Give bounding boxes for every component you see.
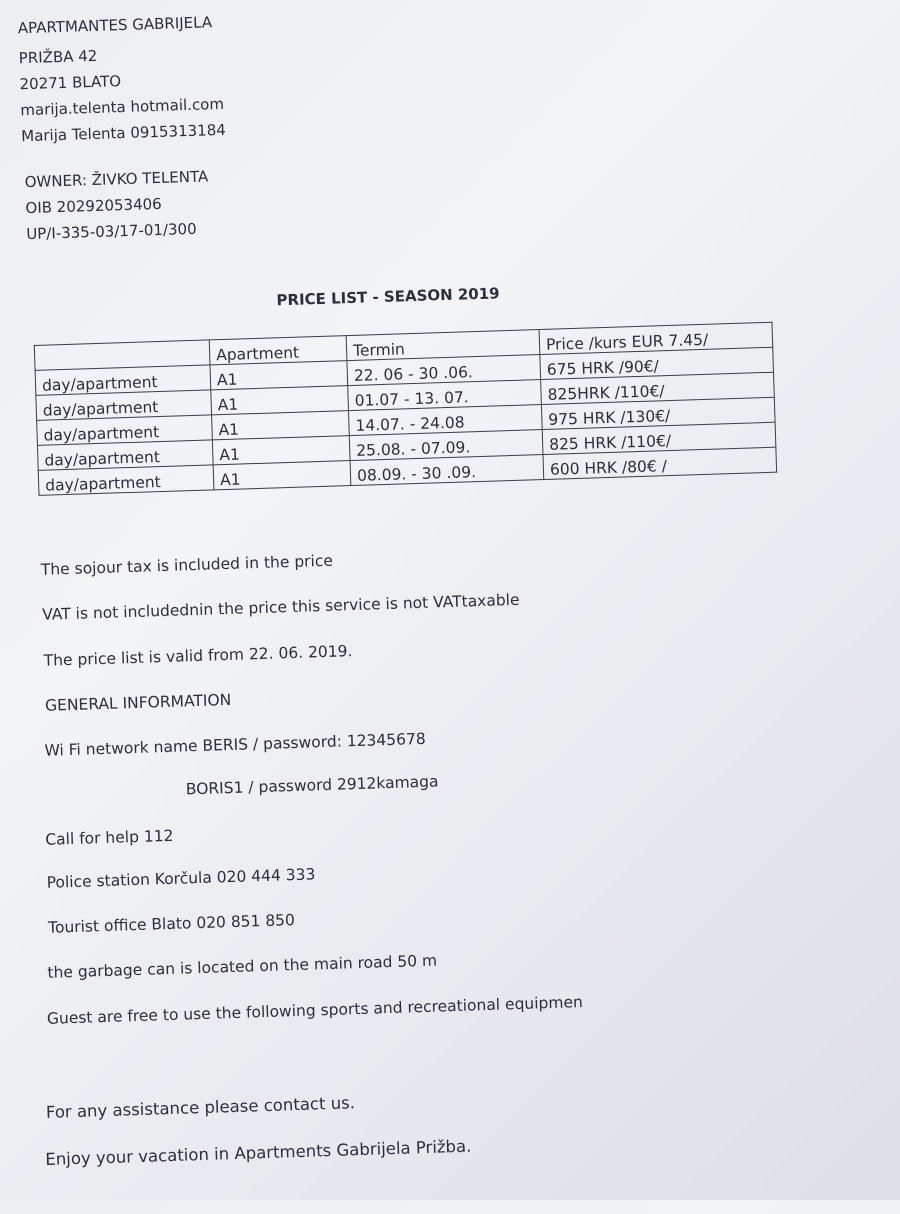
row-label: day/apartment	[35, 365, 211, 395]
wifi-network-2: BORIS1 / password 2912kamaga	[185, 772, 439, 799]
postal-city: 20271 BLATO	[19, 72, 122, 94]
general-information-heading: GENERAL INFORMATION	[44, 690, 232, 715]
row-label: day/apartment	[36, 390, 212, 420]
row-apartment: A1	[212, 411, 350, 440]
tourist-office: Tourist office Blato 020 851 850	[47, 911, 296, 937]
row-apartment: A1	[212, 436, 350, 465]
note-vat: VAT is not includednin the price this service is not VATtaxable	[41, 590, 520, 624]
row-price: 825 HRK /110€/	[542, 422, 776, 454]
row-price: 975 HRK /130€/	[541, 397, 775, 429]
row-price: 600 HRK /80€ /	[543, 447, 777, 479]
email-line: marija.telenta hotmail.com	[20, 94, 225, 120]
note-valid-from: The price list is valid from 22. 06. 2019.	[43, 642, 353, 670]
price-list-title: PRICE LIST - SEASON 2019	[276, 284, 500, 310]
row-label: day/apartment	[37, 415, 213, 445]
row-termin: 01.07 - 13. 07.	[348, 380, 542, 411]
owner-oib: OIB 20292053406	[25, 194, 162, 218]
registration-number: UP/I-335-03/17-01/300	[26, 219, 197, 244]
row-termin: 08.09. - 30 .09.	[350, 455, 544, 486]
row-label: day/apartment	[37, 440, 213, 470]
header-cell-price: Price /kurs EUR 7.45/	[539, 322, 773, 354]
row-termin: 22. 06 - 30 .06.	[347, 355, 541, 386]
row-termin: 25.08. - 07.09.	[349, 430, 543, 461]
price-table	[34, 322, 777, 496]
contact-phone: Marija Telenta 0915313184	[20, 120, 227, 146]
street-address: PRIŽBA 42	[18, 46, 98, 68]
row-price: 675 HRK /90€/	[540, 347, 774, 379]
police-station: Police station Korčula 020 444 333	[46, 865, 316, 892]
business-name: APARTMANTES GABRIJELA	[17, 13, 213, 38]
wifi-network-1: Wi Fi network name BERIS / password: 12345678	[44, 729, 426, 760]
row-apartment: A1	[211, 386, 349, 415]
row-apartment: A1	[213, 461, 351, 490]
note-tax: The sojour tax is included in the price	[40, 551, 334, 579]
header-cell-apartment: Apartment	[209, 336, 347, 365]
header-cell-termin: Termin	[346, 330, 540, 361]
sports-equipment: Guest are free to use the following sports and recreational equipmen	[46, 993, 584, 1028]
emergency-number: Call for help 112	[45, 826, 174, 849]
assistance-note: For any assistance please contact us.	[45, 1093, 356, 1122]
garbage-location: the garbage can is located on the main road 50 m	[47, 951, 438, 982]
owner-name: OWNER: ŽIVKO TELENTA	[24, 167, 209, 192]
letterhead	[0, 0, 881, 244]
farewell-note: Enjoy your vacation in Apartments Gabrijela Prižba.	[45, 1136, 472, 1169]
row-apartment: A1	[210, 361, 348, 390]
row-label: day/apartment	[38, 465, 214, 495]
row-price: 825HRK /110€/	[541, 372, 775, 404]
row-termin: 14.07. - 24.08	[349, 405, 543, 436]
